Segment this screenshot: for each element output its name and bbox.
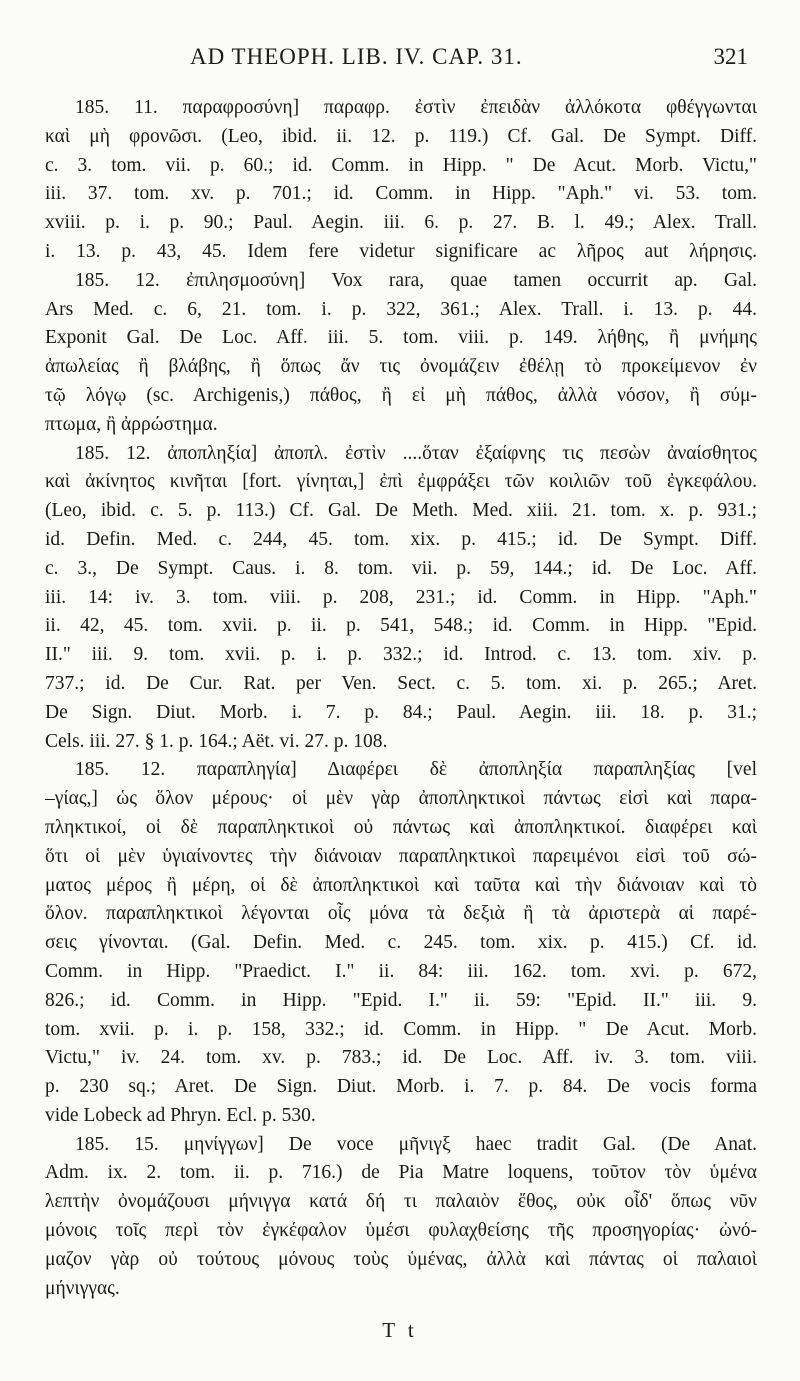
text-line: –γίας,] ὡς ὅλον μέρους· οἱ μὲν γὰρ ἀποπληκτικοὶ πάντως εἰσὶ καὶ παρα- [45, 788, 757, 810]
text-line: (Leo, ibid. c. 5. p. 113.) Cf. Gal. De Meth. Med. xiii. 21. tom. x. p. 931.; [45, 500, 757, 522]
text-line: Ars Med. c. 6, 21. tom. i. p. 322, 361.; Alex. Trall. i. 13. p. 44. [45, 298, 757, 320]
commentary-text [45, 94, 757, 1303]
text-line: ὅτι οἱ μὲν ὑγιαίνοντες τὴν διάνοιαν παραπληκτικοὶ παρειμένοι εἰσὶ τοῦ σώ- [45, 845, 757, 867]
text-line: Victu," iv. 24. tom. xv. p. 783.; id. De Loc. Aff. iv. 3. tom. viii. [45, 1047, 757, 1069]
text-line: 185. 11. παραφροσύνη] παραφρ. ἐστὶν ἐπειδὰν ἀλλόκοτα φθέγγωνται [75, 97, 757, 118]
text-line: xviii. p. i. p. 90.; Paul. Aegin. iii. 6. p. 27. B. l. 49.; Alex. Trall. [45, 212, 757, 234]
text-line: μόνοις τοῖς περὶ τὸν ἐγκέφαλον ὑμέσι φυλαχθείσης τῆς προσηγορίας· ὠνό- [45, 1220, 757, 1242]
text-line: Adm. ix. 2. tom. ii. p. 716.) de Pia Matre loquens, τοῦτον τὸν ὑμένα [45, 1162, 757, 1184]
text-line: 185. 15. μηνίγγων] De voce μῆνιγξ haec tradit Gal. (De Anat. [75, 1133, 757, 1155]
text-line: Cels. iii. 27. § 1. p. 164.; Aët. vi. 27. p. 108. [45, 730, 388, 752]
text-line: μήνιγγας. [45, 1277, 120, 1299]
text-line: 826.; id. Comm. in Hipp. "Epid. I." ii. 59: "Epid. II." iii. 9. [45, 989, 757, 1011]
page-header [40, 38, 760, 78]
text-line: καὶ ἀκίνητος κινῆται [fort. γίνηται,] ἐπὶ ἐμφράξει τῶν κοιλιῶν τοῦ ἐγκεφάλου. [45, 471, 757, 493]
text-line: c. 3., De Sympt. Caus. i. 8. tom. vii. p. 59, 144.; id. De Loc. Aff. [45, 557, 757, 579]
page-number: 321 [713, 44, 748, 69]
running-head: AD THEOPH. LIB. IV. CAP. 31. [190, 44, 523, 69]
text-line: ὅλον. παραπληκτικοὶ λέγονται οἷς μόνα τὰ δεξιὰ ἢ τὰ ἀριστερὰ αἱ παρέ- [45, 903, 757, 925]
text-line: 185. 12. παραπληγία] Διαφέρει δὲ ἀποπληξία παραπληξίας [vel [75, 759, 757, 781]
text-line: De Sign. Diut. Morb. i. 7. p. 84.; Paul. Aegin. iii. 18. p. 31.; [45, 701, 757, 723]
text-line: id. Defin. Med. c. 244, 45. tom. xix. p. 415.; id. De Sympt. Diff. [45, 528, 757, 550]
text-line: Comm. in Hipp. "Praedict. I." ii. 84: iii. 162. tom. xvi. p. 672, [45, 960, 757, 982]
text-line: λεπτὴν ὀνομάζουσι μήνιγγα κατά δή τι παλαιὸν ἔθος, οὐκ οἶδ' ὅπως νῦν [45, 1191, 757, 1213]
text-line: μαζον γὰρ οὐ τούτους μόνους τοὺς ὑμένας, ἀλλὰ καὶ πάντας οἱ παλαιοὶ [45, 1248, 757, 1270]
text-line: c. 3. tom. vii. p. 60.; id. Comm. in Hipp. " De Acut. Morb. Victu," [45, 154, 757, 176]
text-line: 185. 12. ἐπιλησμοσύνη] Vox rara, quae tamen occurrit ap. Gal. [75, 269, 757, 291]
text-line: tom. xvii. p. i. p. 158, 332.; id. Comm. in Hipp. " De Acut. Morb. [45, 1018, 757, 1040]
text-line: 737.; id. De Cur. Rat. per Ven. Sect. c. 5. tom. xi. p. 265.; Aret. [45, 672, 757, 694]
text-line: p. 230 sq.; Aret. De Sign. Diut. Morb. i. 7. p. 84. De vocis forma [45, 1076, 757, 1098]
text-line: iii. 14: iv. 3. tom. viii. p. 208, 231.; id. Comm. in Hipp. "Aph." [45, 586, 757, 608]
text-line: ii. 42, 45. tom. xvii. p. ii. p. 541, 548.; id. Comm. in Hipp. "Epid. [45, 615, 757, 637]
text-line: ματος μέρος ἢ μέρη, οἱ δὲ ἀποπληκτικοὶ καὶ ταῦτα καὶ τὴν διάνοιαν καὶ τὸ [45, 874, 757, 896]
text-line: καὶ μὴ φρονῶσι. (Leo, ibid. ii. 12. p. 119.) Cf. Gal. De Sympt. Diff. [45, 125, 757, 147]
text-line: πτωμα, ἢ ἀρρώστημα. [45, 413, 218, 435]
text-line: Exponit Gal. De Loc. Aff. iii. 5. tom. viii. p. 149. λήθης, ἢ μνήμης [45, 327, 757, 349]
text-line: τῷ λόγῳ (sc. Archigenis,) πάθος, ἢ εἰ μὴ πάθος, ἀλλὰ νόσον, ἢ σύμ- [45, 384, 757, 406]
text-line: i. 13. p. 43, 45. Idem fere videtur significare ac λῆρος aut λήρησις. [45, 240, 757, 262]
text-line: iii. 37. tom. xv. p. 701.; id. Comm. in Hipp. "Aph." vi. 53. tom. [45, 183, 757, 205]
text-line: ἀπωλείας ἢ βλάβης, ἢ ὅπως ἄν τις ὀνομάζειν ἐθέλῃ τὸ προκείμενον ἐν [45, 356, 757, 378]
text-line: II." iii. 9. tom. xvii. p. i. p. 332.; id. Introd. c. 13. tom. xiv. p. [45, 644, 757, 666]
text-line: 185. 12. ἀποπληξία] ἀποπλ. ἐστὶν ....ὅταν ἐξαίφνης τις πεσὼν ἀναίσθητος [75, 442, 757, 464]
text-line: vide Lobeck ad Phryn. Ecl. p. 530. [45, 1104, 316, 1126]
signature-mark: T t [382, 1318, 418, 1342]
text-line: σεις γίνονται. (Gal. Defin. Med. c. 245. tom. xix. p. 415.) Cf. id. [45, 932, 757, 954]
text-line: πληκτικοί, οἱ δὲ παραπληκτικοὶ οὐ πάντως καὶ ἀποπληκτικοί. διαφέρει καὶ [45, 816, 757, 838]
